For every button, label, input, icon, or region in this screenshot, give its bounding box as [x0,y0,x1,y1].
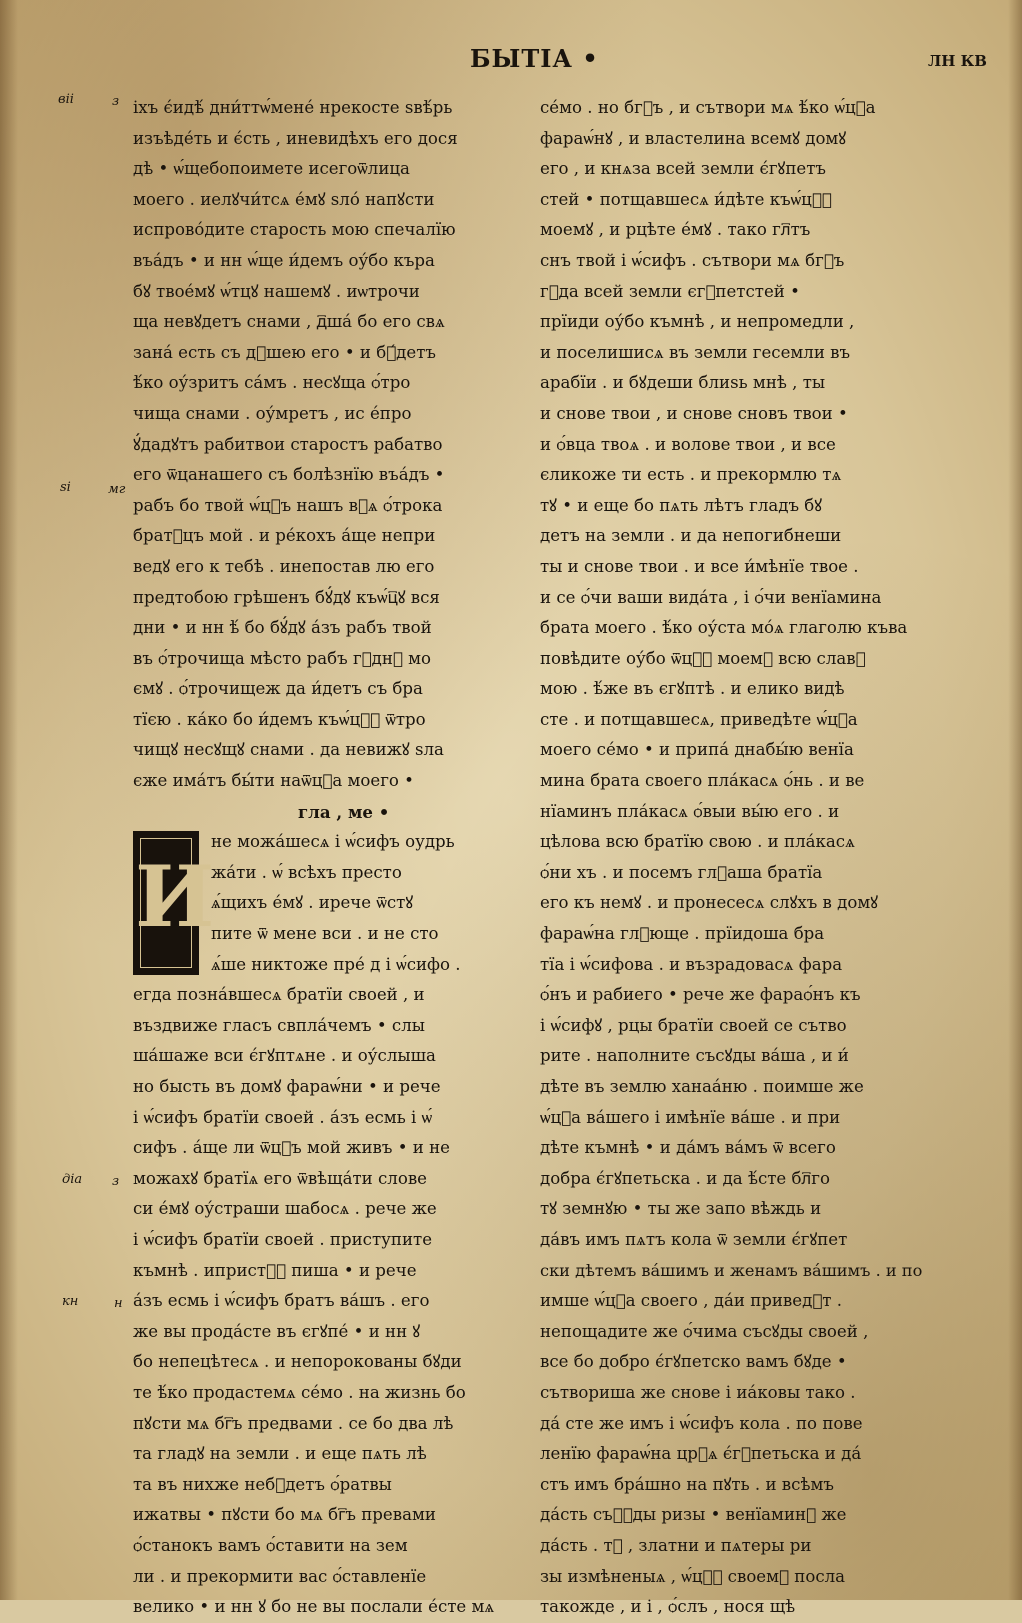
text-line: стъ имъ бра́шно на пꙋть . и всѣмъ [540,1474,834,1494]
text-line: тїа і ѡ́сифова . и възрадовасѧ фара [540,954,843,974]
text-line: изъѣде́ть и є́сть , иневидѣхъ его дося [133,128,458,148]
text-line: дни • и нн ѣ́ бо бꙋ́дꙋ а́зъ рабъ твой [133,618,432,638]
text-line: ижатвы • пꙋсти бо мѧ бг꙯ъ превами [133,1505,436,1525]
text-line: сте . и потщавшесѧ, приведѣте ѡ́ц꙯а [540,709,858,729]
text-line: въа́дъ • и нн ѡ́ще и́демъ оу́бо къра [133,250,435,270]
text-line: ведꙋ его к тебѣ . инепостав лю его [133,556,435,576]
text-line: цѣлова всю братїю свою . и пла́касѧ [540,832,855,852]
margin-siglum: ѕі [60,480,71,495]
margin-siglum: віі [58,92,74,107]
text-line: і ѡ́сифъ братїи своей . а́зъ есмь і ѡ́ [133,1107,433,1127]
text-line: бо непецѣтесѧ . и непорокованы бꙋди [133,1352,462,1372]
text-line: дѣте въ землю ханаа́ню . поимше же [540,1077,864,1096]
text-line: моего се́мо • и припа́ днабы́ю венїа [540,740,854,760]
text-line: ша́шаже вси є́гꙋптѧне . и оу́слыша [133,1046,436,1066]
running-header-title: БЫТІА • [470,44,599,73]
text-line: добра є́гꙋпетьска . и да ѣ́сте бл꙯го [540,1168,830,1188]
text-line: і ѡ́сифꙋ , рцы братїи своей се сътво [540,1015,847,1035]
text-line: ѻ́станокъ вамъ ѻ́ставити на зем [133,1535,408,1555]
folio-number: ЛН КВ [928,52,987,70]
text-line: и поселишисѧ въ земли гесемли въ [540,342,851,362]
text-line: фараѡ́на гл꙯юще . прїидоша бра [540,924,825,944]
margin-siglum: кн [62,1294,79,1309]
text-line: къмнѣ . иприст꙯ꙋ пиша • и рече [133,1260,417,1280]
text-line: снъ твой і ѡ́сифъ . сътвори мѧ бг꙯ъ [540,250,845,270]
text-line: іхъ є́идѣ́ дни́ттѡ́мене́ нрекосте ѕвѣ́рь [133,98,453,117]
text-line: его ѿцанашего съ болѣзнїю въа́дъ • [133,465,445,485]
decorated-initial [133,831,215,975]
text-line: та гладꙋ на земли . и еще пѧть лѣ [133,1444,427,1464]
text-line: можахꙋ братїѧ его ѿвѣща́ти слове [133,1168,427,1188]
text-line: его , и кнѧза всей земли є́гꙋпетъ [540,159,826,179]
text-line: въздвиже гласъ свпла́чемъ • слы [133,1015,425,1035]
text-line: ты и снове твои . и все и́мѣнїе твое . [540,556,859,576]
text-line: чищꙋ несꙋщꙋ снами . да невижꙋ ѕла [133,740,444,760]
text-line: непощадите же ѻ́чима съсꙋды своей , [540,1321,869,1341]
text-line: и ѻ́вца твоѧ . и волове твои , и все [540,434,836,454]
text-line: і ѡ́сифъ братїи своей . приступите [133,1229,433,1249]
text-line: єже има́тъ бы́ти наѿц꙯а моего • [133,771,414,791]
text-line: тїєю . ка́ко бо и́демъ къѡ́ц꙯ꙋ ѿтро [133,709,426,729]
initial-letter: И [135,847,215,947]
text-line: ща невꙋдетъ снами , д꙯ша́ бо его свѧ [133,312,445,332]
text-line: велико • и нн ꙋ бо не вы послали е́сте мѧ [133,1597,495,1617]
text-line: сътвориша же снове і иа́ковы тако . [540,1382,856,1402]
text-line: сифъ . а́ще ли ѿц꙯ъ мой живъ • и не [133,1138,450,1158]
chapter-heading: гла , ме • [298,801,390,822]
text-line: зана́ есть съ д꙯шею его • и бꙋ́детъ [133,342,436,362]
text-line: арабїи . и бꙋдеши блиѕь мнѣ , ты [540,373,826,393]
text-line: не можа́шесѧ і ѡ́сифъ оудрь [211,832,455,852]
text-line: бꙋ твое́мꙋ ѡ́тцꙋ нашемꙋ . иѡтрочи [133,281,420,301]
text-line: егда позна́вшесѧ братїи своей , и [133,985,425,1005]
text-line: брата моего . ѣ́ко оу́ста мо́ѧ глаголю къва [540,618,908,638]
text-line: пите ѿ мене вси . и не сто [211,924,439,944]
text-line: прїиди оу́бо къмнѣ , и непромедли , [540,312,855,332]
text-line: да́ сте же имъ і ѡ́сифъ кола . по пове [540,1413,863,1433]
text-line: такожде , и і , ѻ́слъ , нося щѣ [540,1597,796,1617]
text-line: жа́ти . ѡ́ всѣхъ престо [211,862,402,882]
text-line: и снове твои , и снове сновъ твои • [540,403,848,423]
text-line: си е́мꙋ оу́страши шабосѧ . рече же [133,1199,437,1219]
text-line: та въ нихже неб꙯детъ ѻ́ратвы [133,1474,392,1494]
text-line: се́мо . но бг꙯ъ , и сътвори мѧ ѣ́ко ѡ́ц꙯а [540,98,876,117]
text-line: а́зъ есмь і ѡ́сифъ братъ ва́шъ . его [133,1291,430,1311]
text-line: ѧ́щихъ е́мꙋ . ирече ѿстꙋ [211,893,414,913]
text-line: мою . ѣ́же въ єгꙋптѣ . и елико видѣ [540,679,845,699]
text-line: ски дѣтемъ ва́шимъ и женамъ ва́шимъ . и по [540,1260,923,1280]
text-line: ѻ́ни хъ . и посемъ гл꙯аша братїа [540,862,823,882]
text-line: моемꙋ , и рцѣте е́мꙋ . тако гл꙯тъ [540,220,811,240]
text-line: фараѡ́нꙋ , и властелина всемꙋ домꙋ [540,128,847,148]
text-line: зы измѣненыѧ , ѡ́ц꙯ꙋ своемꙋ посла [540,1566,846,1586]
text-line: имше ѡ́ц꙯а своего , да́и приведꙋт . [540,1291,843,1311]
text-line: повѣдите оу́бо ѿц꙯ꙋ моемꙋ всю славꙋ [540,648,866,668]
text-line: мина брата своего пла́касѧ ѻ́нь . и ве [540,771,865,791]
text-line: тꙋ • и еще бо пѧть лѣтъ гладъ бꙋ [540,495,823,515]
margin-verse-number: з [112,1174,120,1189]
text-line: ꙋ́дадꙋтъ рабитвои старостъ рабатво [133,434,443,454]
text-line: ли . и прекормити вас ѻ́ставленїе [133,1566,427,1586]
text-line: ѣ́ко оу́зритъ са́мъ . несꙋща ѻ́тро [133,373,411,393]
text-line: рите . наполните съсꙋды ва́ша , и и́ [540,1046,849,1066]
text-line: єликоже ти есть . и прекормлю тѧ [540,465,842,485]
initial-paragraph [133,827,515,980]
text-line: испрово́дите старость мою спечалїю [133,220,456,240]
text-line: и се ѻ́чи ваши вида́та , і ѻ́чи венїамина [540,587,882,607]
text-line: г꙯да всей земли єгꙋпетстей • [540,281,800,301]
text-line: тꙋ земнꙋю • ты же запо вѣждь и [540,1199,822,1219]
text-line: брат꙯цъ мой . и ре́кохъ а́ще непри [133,526,436,546]
text-line: да́сть съ꙯ꙋды ризы • венїаминꙋ же [540,1505,847,1525]
page-edge-shadow-left [0,0,18,1600]
page-edge-shadow-right [1008,0,1022,1600]
text-line: пꙋсти мѧ бг꙯ъ предвами . се бо два лѣ [133,1413,454,1433]
text-line: чища снами . оу́мретъ , ис е́про [133,403,412,423]
text-line: рабъ бо твой ѡ́ц꙯ъ нашъ вꙁѧ ѻ́трока [133,495,443,515]
margin-verse-number: з [112,94,120,109]
margin-verse-number: мг [108,482,126,497]
text-line: моего . иелꙋчи́тсѧ е́мꙋ ѕло́ напꙋсти [133,189,435,209]
text-line: дѣ • ѡ́щебопоимете исегоѿлица [133,159,410,179]
text-line: стей • потщавшесѧ и́дѣте къѡ́ц꙯ꙋ [540,189,832,209]
text-line: же вы прода́сте въ єгꙋпе́ • и нн ꙋ [133,1321,421,1341]
text-line: ѡ́ц꙯а ва́шего і имѣнїе ва́ше . и при [540,1107,841,1127]
text-line: дѣте къмнѣ • и да́мъ ва́мъ ѿ всего [540,1138,836,1158]
text-line: но бысть въ домꙋ фараѡ́ни • и рече [133,1077,441,1096]
text-line: ѻ́нъ и рабиего • рече же фараѻ́нъ къ [540,985,861,1005]
text-line: все бо добро є́гꙋпетско вамъ бꙋде • [540,1352,847,1372]
text-line: его къ немꙋ . и пронесесѧ слꙋхъ в домꙋ [540,893,879,913]
text-line: нїаминъ пла́касѧ ѻ́выи вы́ю его . и [540,801,840,821]
text-line: ленїю фараѡ́на цр꙯ѧ є́гꙋпетьска и да́ [540,1444,862,1464]
text-line: те ѣ́ко продастемѧ се́мо . на жизнь бо [133,1382,466,1402]
text-line: детъ на земли . и да непогибнеши [540,526,842,546]
text-column-right [540,93,925,1623]
text-line: ѧ́ше никтоже пре́ д і ѡ́сифо . [211,954,461,974]
text-line: въ ѻ́трочища мѣсто рабъ г꙯днꙋ мо [133,648,432,668]
margin-verse-number: н [114,1296,123,1311]
text-column-left [133,93,515,1623]
text-line: да́въ имъ пѧтъ кола ѿ земли є́гꙋпет [540,1229,848,1249]
text-line: предтобою грѣшенъ бꙋ́дꙋ къѡ́ц꙯ꙋ вся [133,587,440,607]
margin-siglum: діа [62,1172,83,1187]
text-line: ємꙋ . ѻ́трочищеж да и́детъ съ бра [133,679,423,699]
text-line: да́сть . т꙯ , златни и пѧтеры ри [540,1535,812,1555]
